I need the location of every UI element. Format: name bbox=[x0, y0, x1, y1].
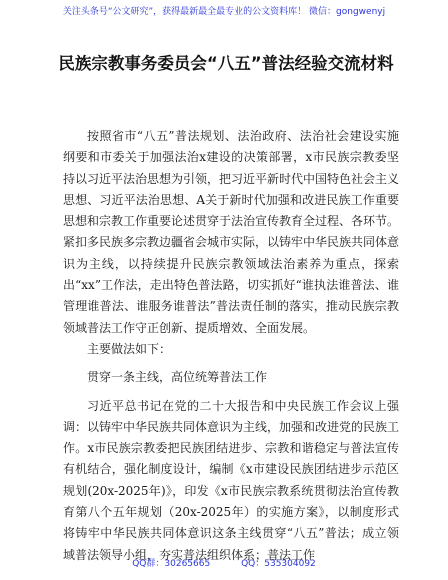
document-title: 民族宗教事务委员会“八五”普法经验交流材料 bbox=[58, 54, 394, 73]
header-banner: 关注头条号“公文研究”，获得最新最全最专业的公文资料库！ 微信：gongwenyj bbox=[62, 7, 386, 17]
footer-banner bbox=[0, 556, 448, 569]
section-paragraph: 习近平总书记在党的二十大报告和中央民族工作会议上强调：以铸牢中华民族共同体意识为主线，加强和改进党的民族工作。x市民族宗教委把民族团结进步、宗教和谐稳定与普法宣传有机结合，强化制度设计，编制《x市建设民族团结进步示范区规划(20x-2025年)》，印发《x市民族宗教系统贯彻法治宣传教育第八个五年规划（20x-2025年）的实施方案》，以制度形式将铸牢中华民族共同体意识这条主线贯穿“八五”普法；成立领域普法领导小组，夯实普法组织体系；普法工作 bbox=[63, 398, 400, 562]
section-heading: 贯穿一条主线，高位统筹普法工作 bbox=[87, 370, 268, 385]
intro-paragraph: 按照省市“八五”普法规划、法治政府、法治社会建设实施纲要和市委关于加强法治x建设的决策部署，x市民族宗教委坚持以习近平法治思想为引领，把习近平新时代中国特色社会主义思想、习近平法治思想、A关于新时代加强和改进民族工作重要思想和宗教工作重要论述贯穿于法治宣传教育全过程、各环节。紧扣多民族多宗教边疆省会城市实际，以铸牢中华民族共同体意识为主线，以持续提升民族宗教领域法治素养为重点，探索出“xx”工作法，走出特色普法路，切实抓好“谁执法谁普法、谁管理谁普法、谁服务谁普法”普法责任制的落实，推动民族宗教领域普法工作守正创新、提质增效、全面发展。 bbox=[63, 129, 400, 335]
lead-in-paragraph: 主要做法如下： bbox=[87, 341, 172, 356]
document-body bbox=[63, 126, 399, 566]
footer-qq-contact: QQ：535304092 bbox=[241, 559, 316, 569]
footer-qq-group: QQ群：30265665 bbox=[132, 559, 211, 569]
